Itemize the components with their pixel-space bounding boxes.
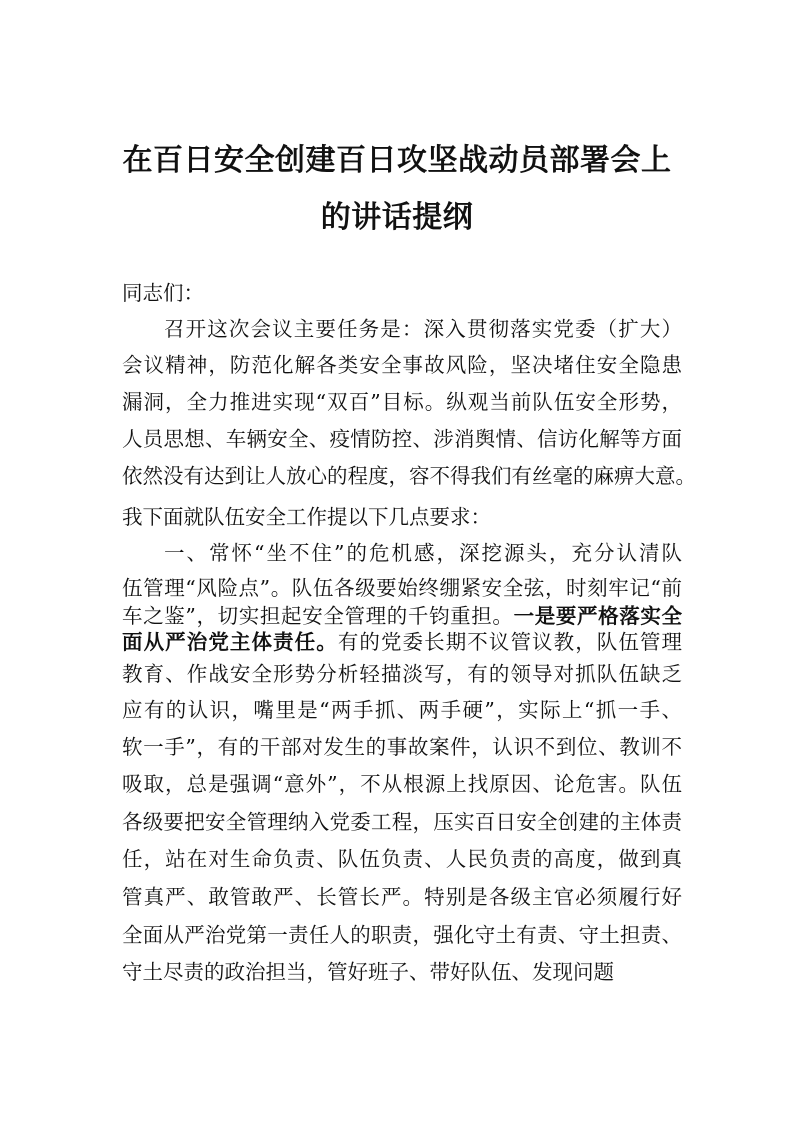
section1-point-1-bold-start: 一是要严格落实全 [513, 604, 683, 628]
document-title-line-1: 在百日安全创建百日攻坚战动员部署会上 [122, 143, 672, 178]
section1-heading-line-2: 伍管理“风险点”。队伍各级要始终绷紧安全弦，时刻牢记“前 [122, 576, 682, 600]
intro-line-1: 召开这次会议主要任务是：深入贯彻落实党委（扩大） [164, 317, 682, 341]
section1-body-line-5: 各级要把安全管理纳入党委工程，压实百日安全创建的主体责 [122, 810, 682, 834]
section1-body-line-8: 全面从严治党第一责任人的职责，强化守土有责、守土担责、 [122, 923, 682, 947]
section1-body-line-4: 吸取，总是强调“意外”，不从根源上找原因、论危害。队伍 [122, 772, 682, 796]
salutation: 同志们： [122, 281, 204, 305]
intro-line-5: 依然没有达到让人放心的程度，容不得我们有丝毫的麻痹大意。 [122, 464, 696, 488]
intro-line-6: 我下面就队伍安全工作提以下几点要求： [122, 505, 491, 529]
intro-line-4: 人员思想、车辆安全、疫情防控、涉消舆情、信访化解等方面 [122, 427, 682, 451]
section1-body-line-6: 任，站在对生命负责、队伍负责、人民负责的高度，做到真 [122, 847, 682, 871]
section1-body-line-2: 应有的认识，嘴里是“两手抓、两手硬”，实际上“抓一手、 [122, 698, 682, 722]
section1-body-line-1: 教育、作战安全形势分析轻描淡写，有的领导对抓队伍缺乏 [122, 662, 682, 686]
section1-body-line-9: 守土尽责的政治担当，管好班子、带好队伍、发现问题 [122, 960, 614, 984]
section1-line-4-text: 有的党委长期不议管议教，队伍管理 [337, 630, 683, 654]
section1-line-4 [122, 628, 682, 656]
intro-line-2: 会议精神，防范化解各类安全事故风险，坚决堵住安全隐患 [122, 353, 682, 377]
section1-body-line-7: 管真严、敢管敢严、长管长严。特别是各级主官必须履行好 [122, 885, 682, 909]
section1-line-3 [122, 602, 682, 630]
section1-heading-line-1: 一、常怀“坐不住”的危机感，深挖源头，充分认清队 [164, 541, 682, 565]
section1-point-1-bold-end: 面从严治党主体责任。 [122, 630, 338, 654]
section1-line-3-text: 车之鉴”，切实担起安全管理的千钧重担。 [122, 604, 514, 628]
intro-line-3: 漏洞，全力推进实现“双百”目标。纵观当前队伍安全形势， [122, 390, 682, 414]
document-title-line-2: 的讲话提纲 [320, 200, 474, 235]
section1-body-line-3: 软一手”，有的干部对发生的事故案件，认识不到位、教训不 [122, 735, 682, 759]
